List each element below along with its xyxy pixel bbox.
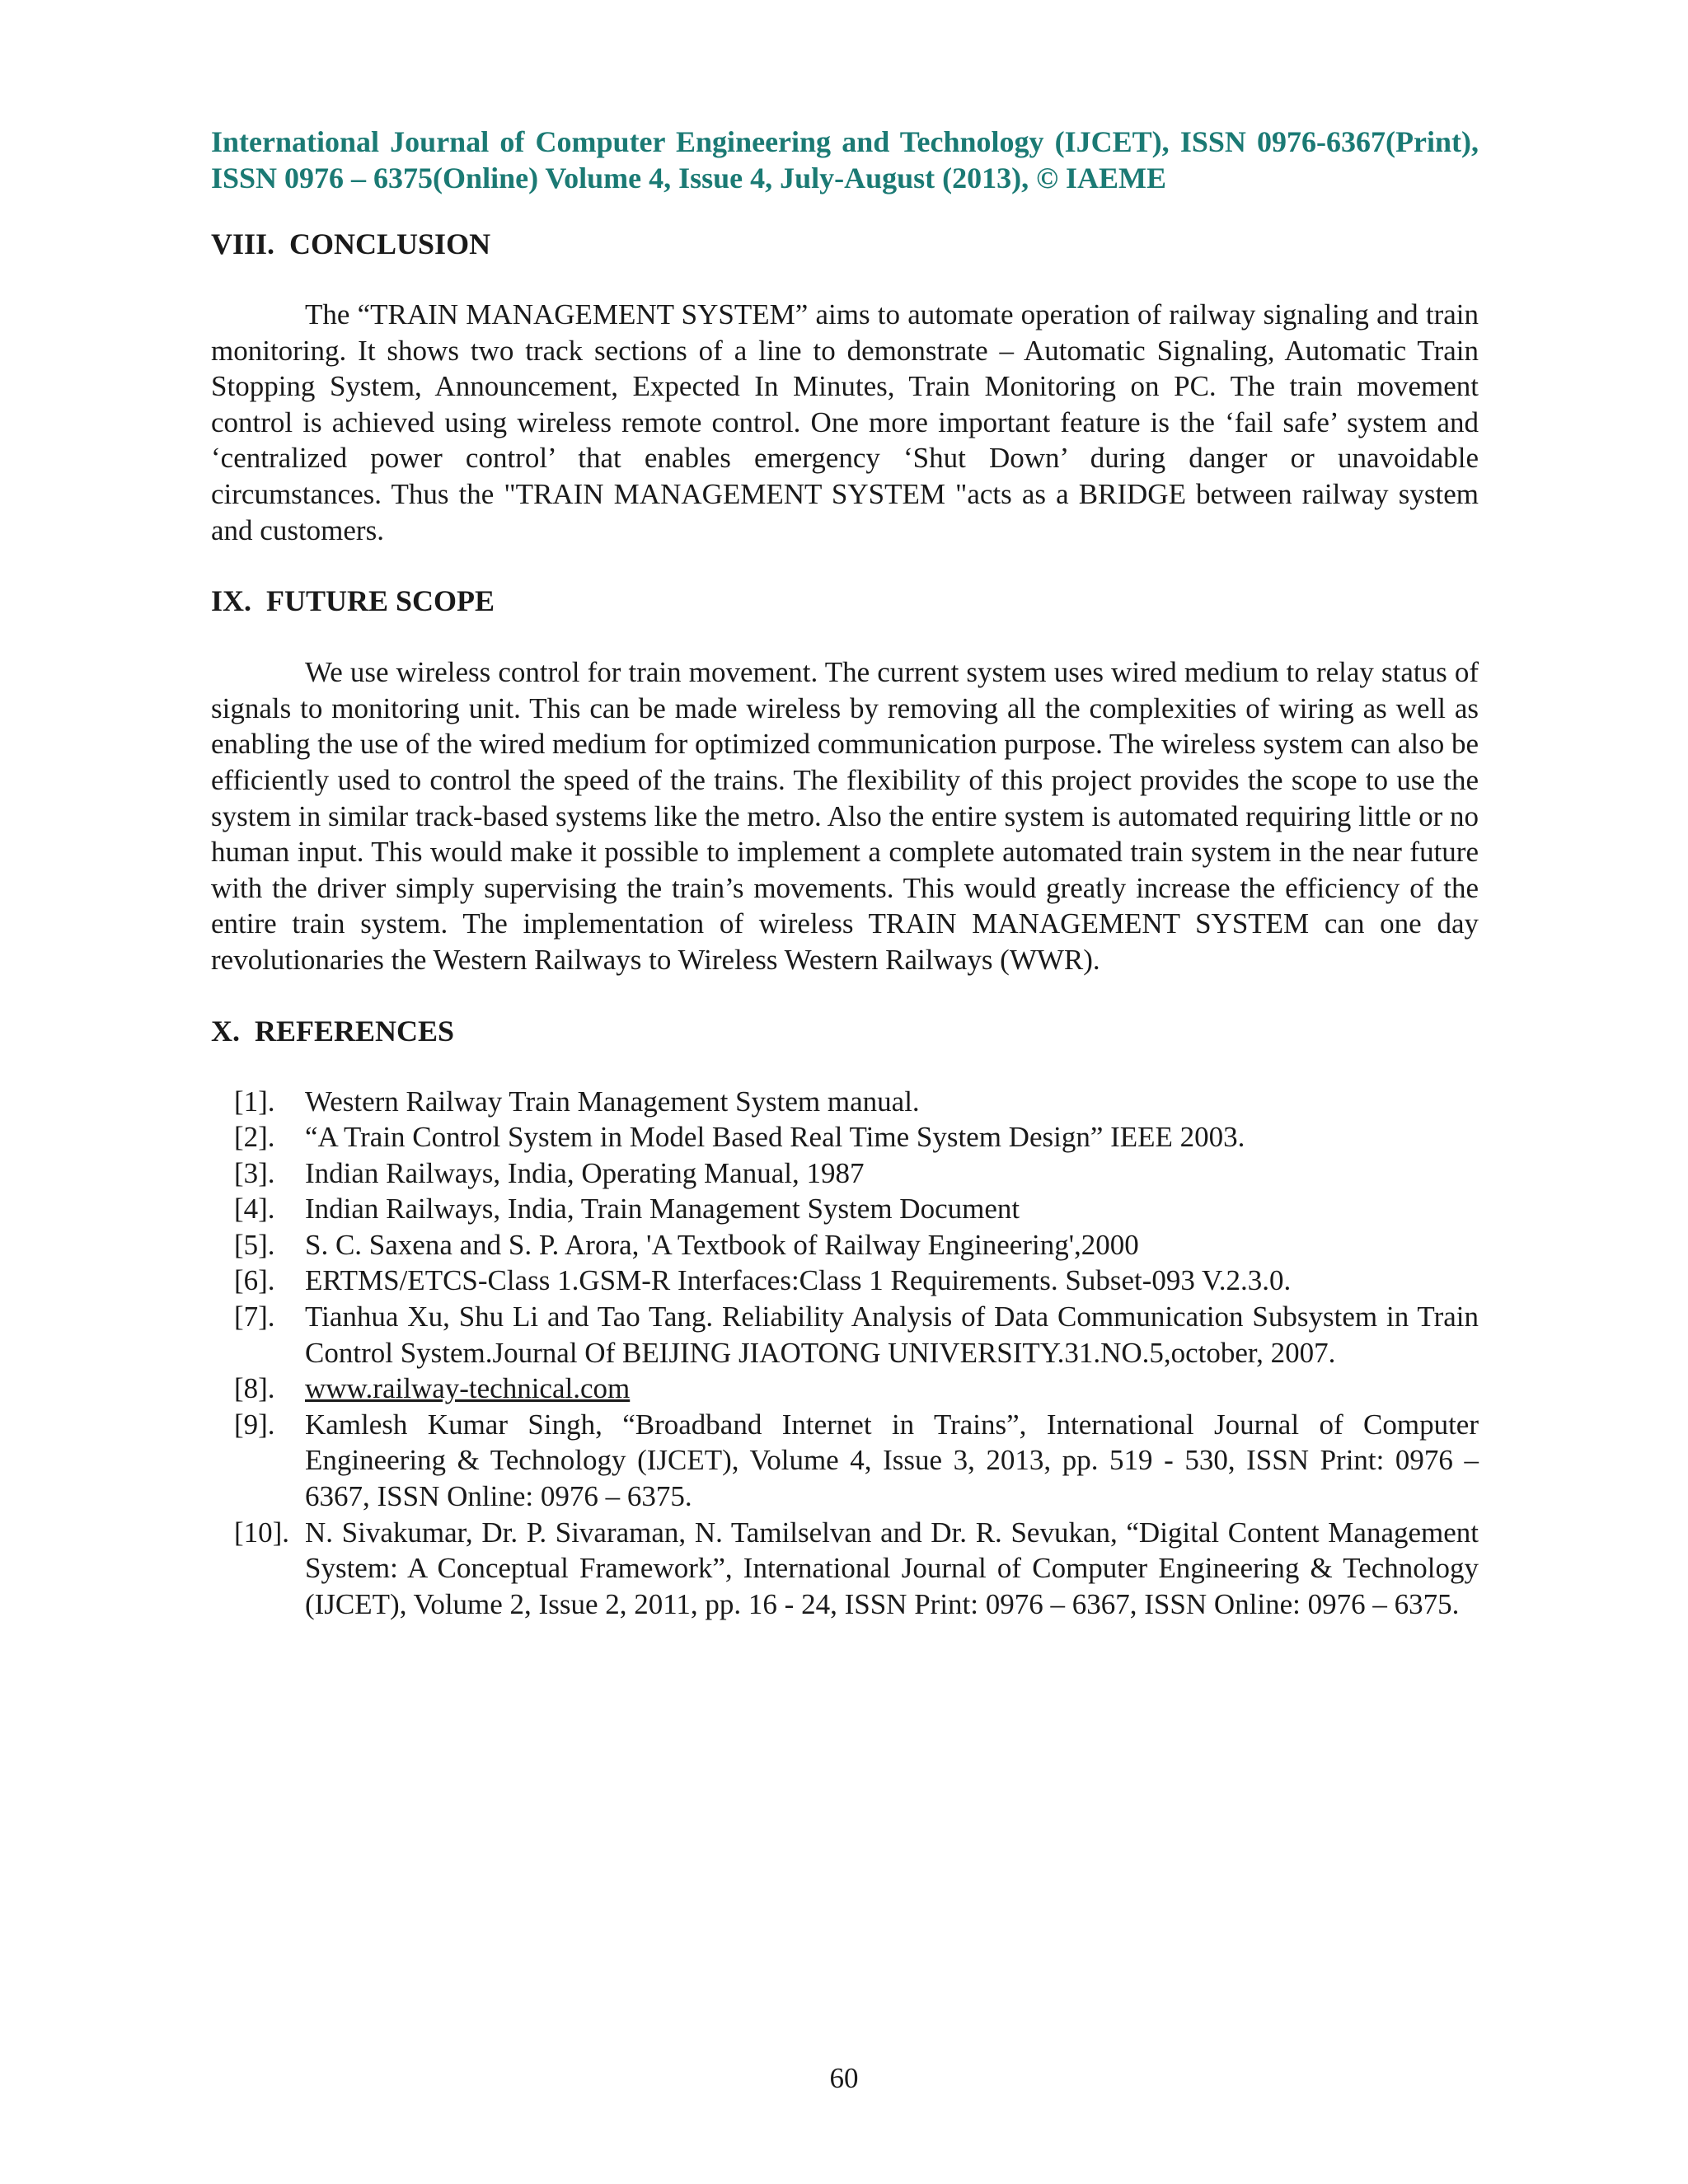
reference-link[interactable]: www.railway-technical.com	[305, 1372, 631, 1405]
reference-number: [7].	[234, 1301, 275, 1333]
reference-item-8	[211, 1371, 1479, 1407]
page-content	[211, 124, 1479, 1622]
reference-text: “A Train Control System in Model Based Real Time System Design” IEEE 2003.	[305, 1121, 1245, 1154]
page-number: 60	[829, 2062, 859, 2094]
reference-item-9	[211, 1407, 1479, 1515]
reference-list	[211, 1084, 1479, 1623]
reference-item-4	[211, 1191, 1479, 1227]
reference-number: [4].	[234, 1193, 275, 1226]
reference-item-7	[211, 1299, 1479, 1371]
reference-number: [8].	[234, 1372, 275, 1405]
reference-text-wrapper	[305, 1371, 1479, 1407]
reference-number: [2].	[234, 1121, 275, 1154]
reference-number: [1].	[234, 1085, 275, 1118]
reference-item-10	[211, 1515, 1479, 1623]
reference-item-5	[211, 1227, 1479, 1263]
reference-text: Kamlesh Kumar Singh, “Broadband Internet in Trains”, International Journal of Computer Engineering & Technology (IJCET), Volume 4, Issue 3, 2013, pp. 519 - 530, ISSN Print: 0976 – 6367, ISSN Online: 0976 – 6375.	[305, 1408, 1479, 1513]
reference-item-6	[211, 1263, 1479, 1299]
reference-text: Indian Railways, India, Train Management System Document	[305, 1193, 1020, 1226]
reference-number: [6].	[234, 1264, 275, 1297]
section-heading-references: X. REFERENCES	[211, 1014, 455, 1047]
reference-item-3	[211, 1155, 1479, 1192]
reference-item-2	[211, 1119, 1479, 1155]
reference-text: ERTMS/ETCS-Class 1.GSM-R Interfaces:Class 1 Requirements. Subset-093 V.2.3.0.	[305, 1264, 1292, 1297]
section-heading-future-scope: IX. FUTURE SCOPE	[211, 584, 495, 618]
reference-number: [5].	[234, 1228, 275, 1261]
future-scope-paragraph: We use wireless control for train movement. The current system uses wired medium to relay status of signals to monitoring unit. This can be made wireless by removing all the complexities of wiring as well as enabling the use of the wired medium for optimized communication purpose. The wireless system can also be efficiently used to control the speed of the trains. The flexibility of this project provides the scope to use the system in similar track-based systems like the metro. Also the entire system is automated requiring little or no human input. This would make it possible to implement a complete automated train system in the near future with the driver simply supervising the train’s movements. This would greatly increase the efficiency of the entire train system. The implementation of wireless TRAIN MANAGEMENT SYSTEM can one day revolutionaries the Western Railways to Wireless Western Railways (WWR).	[211, 656, 1479, 976]
reference-number: [3].	[234, 1156, 275, 1189]
reference-number: [10].	[234, 1516, 290, 1549]
section-heading-conclusion: VIII. CONCLUSION	[211, 227, 491, 260]
reference-text: Indian Railways, India, Operating Manual, 1987	[305, 1156, 865, 1189]
conclusion-paragraph: The “TRAIN MANAGEMENT SYSTEM” aims to automate operation of railway signaling and train monitoring. It shows two track sections of a line to demonstrate – Automatic Signaling, Automatic Train Stopping System, Announcement, Expected In Minutes, Train Monitoring on PC. The train movement control is achieved using wireless remote control. One more important feature is the ‘fail safe’ system and ‘centralized power control’ that enables emergency ‘Shut Down’ during danger or unavoidable circumstances. Thus the "TRAIN MANAGEMENT SYSTEM "acts as a BRIDGE between railway system and customers.	[211, 298, 1479, 546]
reference-number: [9].	[234, 1408, 275, 1441]
reference-item-1	[211, 1084, 1479, 1120]
reference-text: S. C. Saxena and S. P. Arora, 'A Textbook of Railway Engineering',2000	[305, 1228, 1139, 1261]
reference-text: Western Railway Train Management System manual.	[305, 1085, 920, 1118]
reference-text: Tianhua Xu, Shu Li and Tao Tang. Reliability Analysis of Data Communication Subsystem in Train Control System.Journal Of BEIJING JIAOTONG UNIVERSITY.31.NO.5,october, 2007.	[305, 1301, 1479, 1369]
journal-header: International Journal of Computer Engineering and Technology (IJCET), ISSN 0976-6367(Print), ISSN 0976 – 6375(Online) Volume 4, Issue 4, July-August (2013), © IAEME	[211, 125, 1479, 194]
reference-text: N. Sivakumar, Dr. P. Sivaraman, N. Tamilselvan and Dr. R. Sevukan, “Digital Content Management System: A Conceptual Framework”, International Journal of Computer Engineering & Technology (IJCET), Volume 2, Issue 2, 2011, pp. 16 - 24, ISSN Print: 0976 – 6367, ISSN Online: 0976 – 6375.	[305, 1516, 1479, 1620]
